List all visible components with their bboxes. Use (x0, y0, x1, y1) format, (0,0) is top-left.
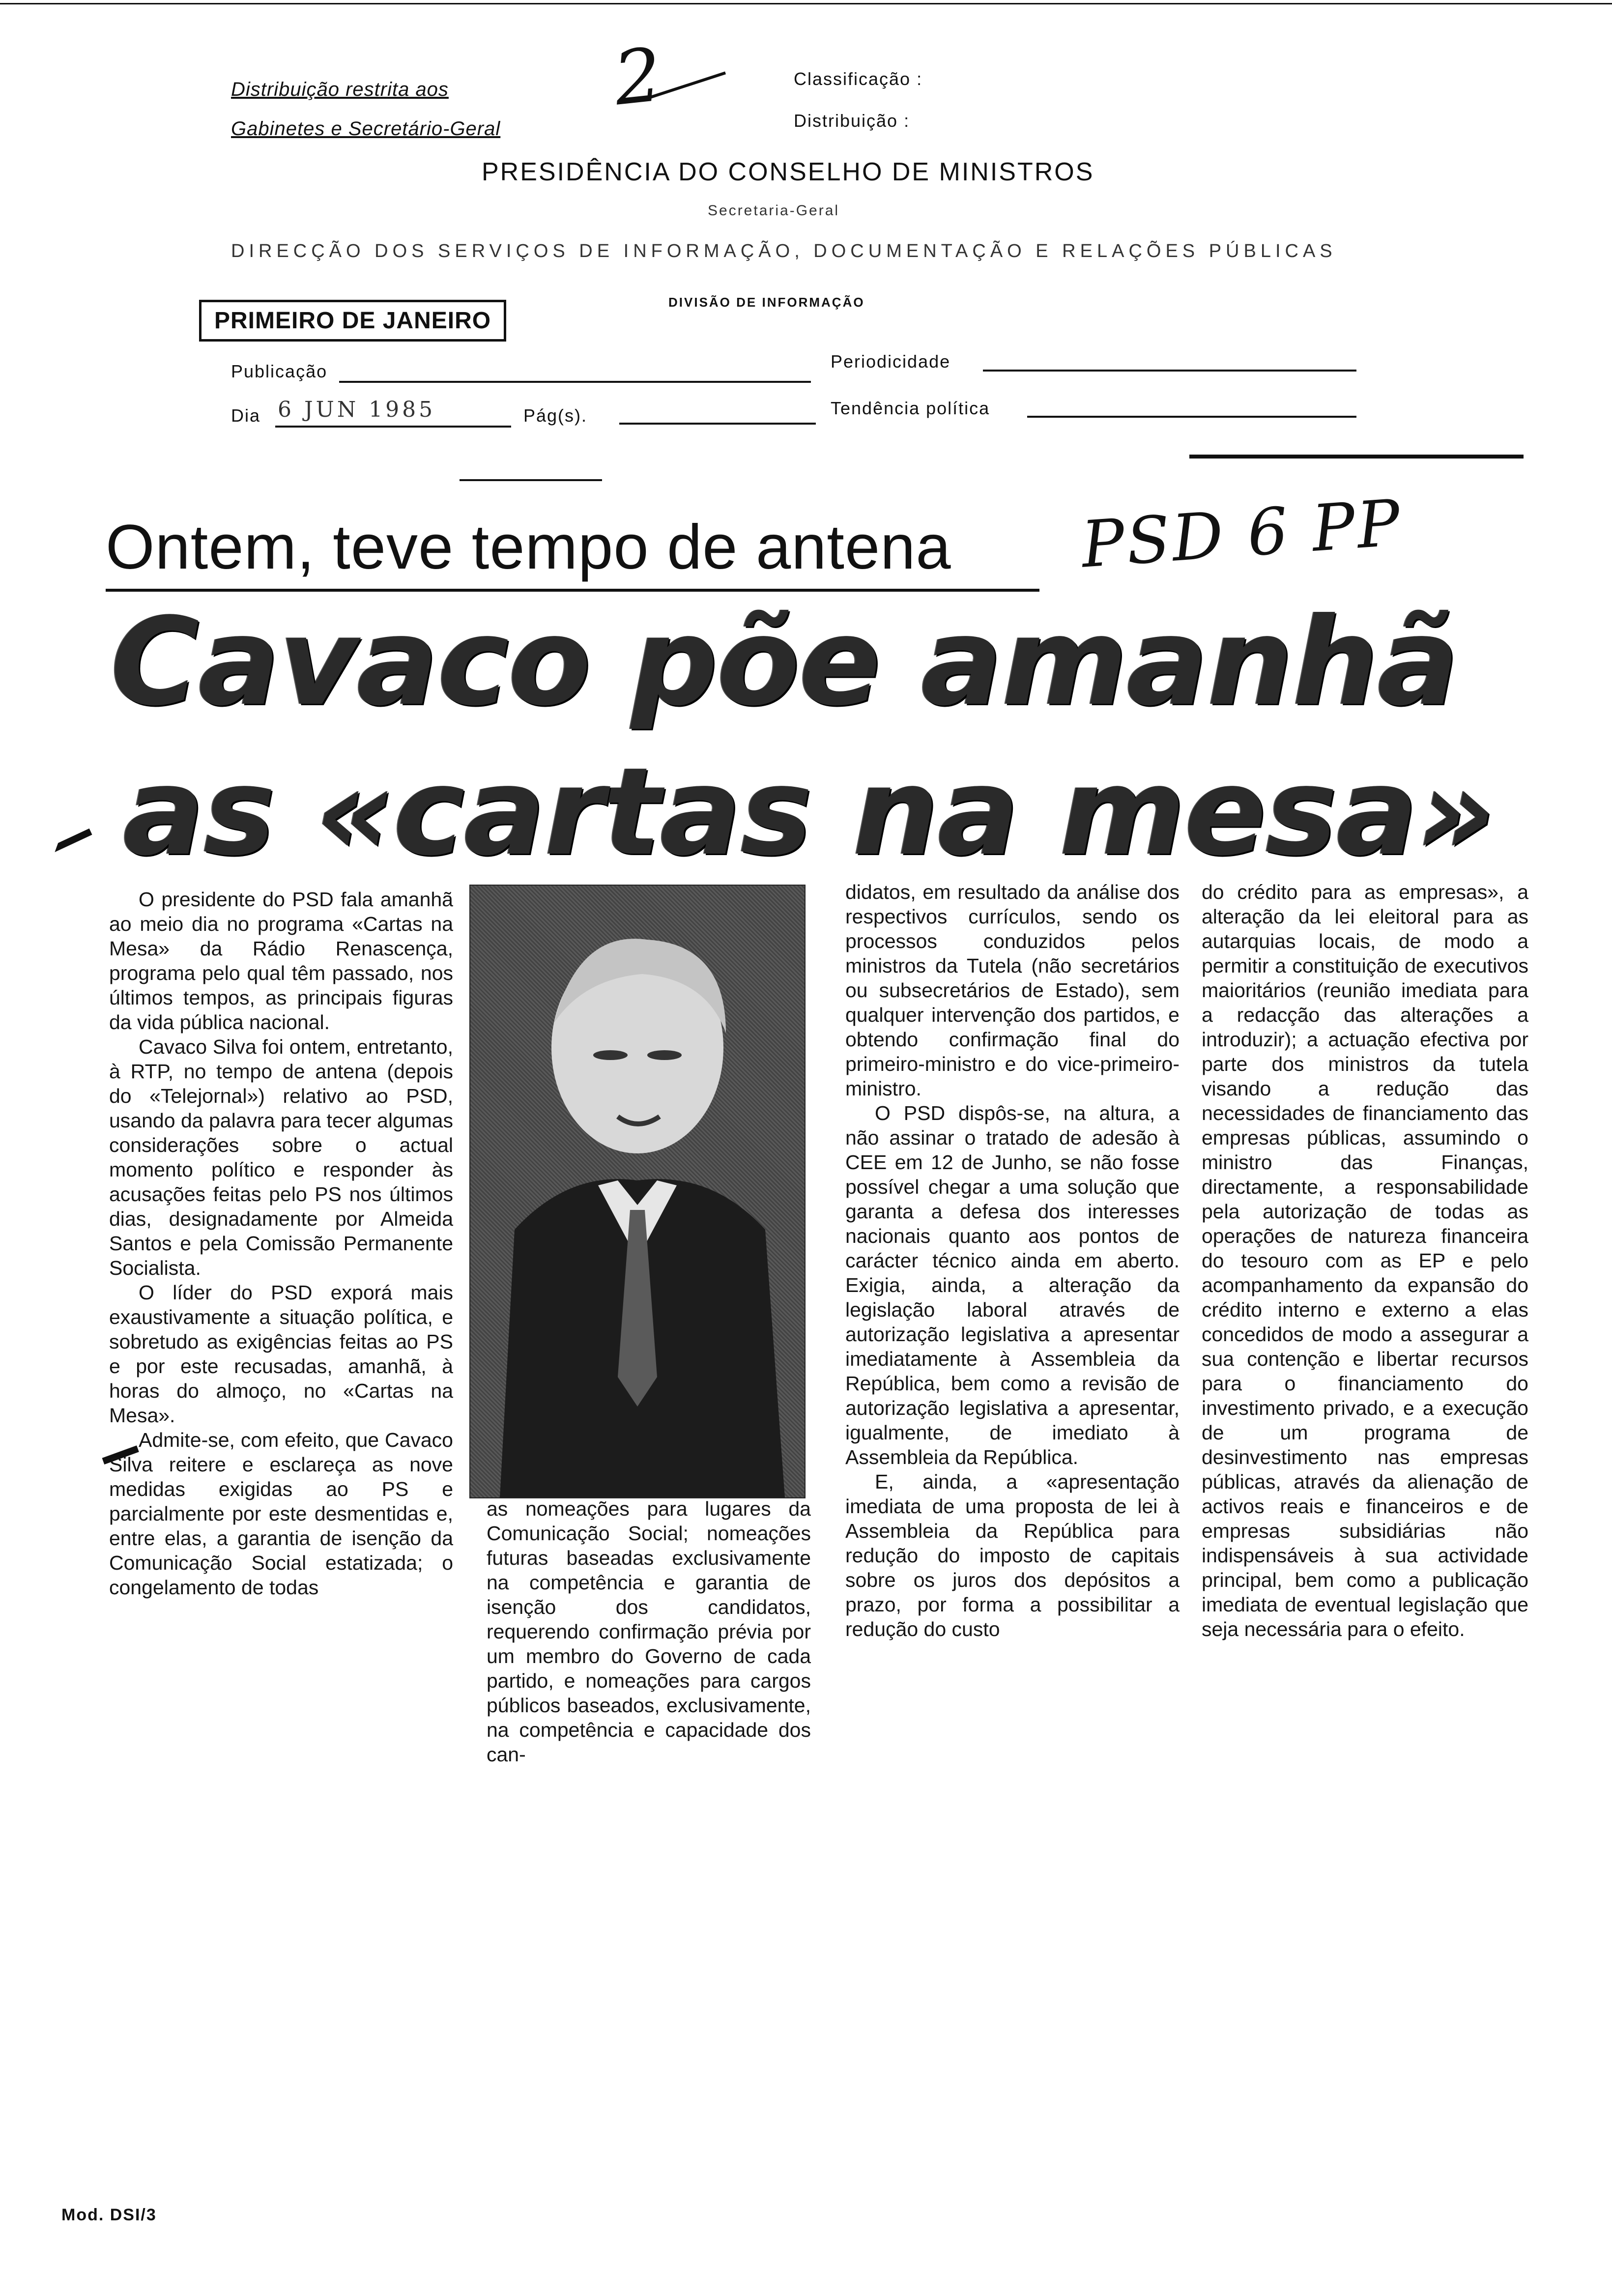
paragraph: do crédito para as empresas», a alteração da lei eleitoral para as autarquias locais, de modo a permitir a constituição de executivos maioritários (reunião imediata para a redacção das alterações a introduzir); a actuação efectiva por parte dos ministros da tutela visando a redução das necessidades de financiamento das empresas públicas, assumindo o ministro das Finanças, directamente, a responsabilidade pela autorização de todas as operações de natureza financeira do tesouro com as EP e pelo acompanhamento da expansão do crédito interno e externo a elas concedidos de modo a assegurar a sua contenção e libertar recursos para o financiamento do investimento privado, e a execução de um programa de desinvestimento nas empresas públicas, através da alienação de activos reais e financeiros e de empresas subsidiárias não indispensáveis à sua actividade principal, bem como a publicação imediata de eventual legislação que seja necessária para o efeito. (1202, 881, 1528, 1640)
pages-fill-line (619, 423, 816, 425)
publication-label: Publicação (231, 361, 328, 381)
pages-label: Pág(s). (523, 405, 588, 426)
paragraph: Admite-se, com efeito, que Cavaco Silva reitere e esclareça as nove medidas exigidas ao PS e parcialmente por este desmentidas e, entre elas, a garantia de isenção da Comunicação Social estatizada; o congelamento de todas (109, 1429, 453, 1599)
top-edge-rule (0, 3, 1612, 4)
distribution-line-1: Distribuição restrita aos (231, 79, 449, 100)
paragraph: O presidente do PSD fala amanhã ao meio dia no programa «Cartas na Mesa» da Rádio Renascença, programa pelo qual têm passado, nos últimos tempos, as principais figuras da vida pública nacional. (109, 888, 453, 1033)
portrait-illustration (470, 886, 805, 1497)
paragraph: didatos, em resultado da análise dos respectivos currículos, sendo os processos conduzidos pelos ministros da Tutela (não secretários ou subsecretários de Estado), sem qualquer intervenção dos partidos, e obtendo confirmação final do primeiro-ministro e do vice-primeiro-ministro. (845, 881, 1180, 1100)
article-kicker: Ontem, teve tempo de antena (106, 512, 951, 582)
portrait-photo (469, 885, 806, 1498)
clipping-top-rule (1189, 455, 1524, 459)
day-stamp: 6 JUN 1985 (278, 397, 436, 422)
periodicity-label: Periodicidade (831, 351, 951, 372)
paragraph: O líder do PSD exporá mais exaustivamente a situação política, e sobretudo as exigências feitas ao PS e por este recusadas, amanhã, à horas do almoço, no «Cartas na Mesa». (109, 1281, 453, 1427)
clipping-short-rule (460, 479, 602, 481)
headline-line-1: Cavaco põe amanhã (111, 592, 1458, 733)
distribution-line-2: Gabinetes e Secretário-Geral (231, 118, 501, 140)
form-code: Mod. DSI/3 (61, 2206, 157, 2224)
article-column-3 (845, 880, 1180, 1641)
division-label: DIVISÃO DE INFORMAÇÃO (668, 295, 865, 310)
paragraph: Cavaco Silva foi ontem, entretanto, à RTP, no tempo de antena (depois do «Telejornal») relativo ao PSD, usando da palavra para tecer algumas considerações sobre o actual momento político e responder às acusações feitas pelo PS nos últimos dias, designadamente por Almeida Santos e pela Comissão Permanente Socialista. (109, 1035, 453, 1279)
directorate-label: DIRECÇÃO DOS SERVIÇOS DE INFORMAÇÃO, DOCUMENTAÇÃO E RELAÇÕES PÚBLICAS (231, 241, 1337, 261)
classification-label: Classificação : (794, 69, 923, 89)
handwritten-page-number: 2 (610, 32, 666, 122)
headline-line-2: as «cartas na mesa» (123, 742, 1495, 883)
article-column-4 (1202, 880, 1528, 1641)
kicker-underline (106, 589, 1039, 592)
publication-fill-line (339, 381, 811, 383)
day-fill-line (275, 426, 511, 428)
handwritten-reference: PSD 6 PP (1079, 485, 1405, 582)
article-column-1 (109, 887, 453, 1600)
presidency-title: PRESIDÊNCIA DO CONSELHO DE MINISTROS (482, 158, 1094, 186)
periodicity-fill-line (983, 370, 1356, 372)
political-tendency-label: Tendência política (831, 398, 990, 418)
day-label: Dia (231, 405, 261, 426)
paragraph: E, ainda, a «apresentação imediata de uma proposta de lei à Assembleia da República para redução do imposto de capitais sobre os juros dos depósitos a prazo, por forma a possibilitar a redução do custo (845, 1470, 1180, 1640)
margin-check-mark (42, 808, 92, 852)
political-tendency-fill-line (1027, 416, 1356, 418)
secretariat-label: Secretaria-Geral (708, 202, 840, 219)
paragraph: as nomeações para lugares da Comunicação Social; nomeações futuras baseadas exclusivamente na competência e garantia de isenção dos candidatos, requerendo confirmação prévia por um membro do Governo de cada partido, e nomeações para cargos públicos baseados, exclusivamente, na competência e capacidade dos can- (487, 1497, 811, 1766)
distribution-label: Distribuição : (794, 111, 910, 131)
paragraph: O PSD dispôs-se, na altura, a não assinar o tratado de adesão à CEE em 12 de Junho, se não fosse possível chegar a uma solução que garanta a defesa dos interesses nacionais quanto aos pontos de carácter técnico ainda em aberto. Exigia, ainda, a alteração da legislação laboral através de autorização legislativa a apresentar imediatamente à Assembleia da República, bem como a revisão de autorização legislativa a apresentar, igualmente, de imediato à Assembleia da República. (845, 1102, 1180, 1468)
publication-name-box: PRIMEIRO DE JANEIRO (199, 300, 506, 342)
article-column-2 (487, 1496, 811, 1767)
